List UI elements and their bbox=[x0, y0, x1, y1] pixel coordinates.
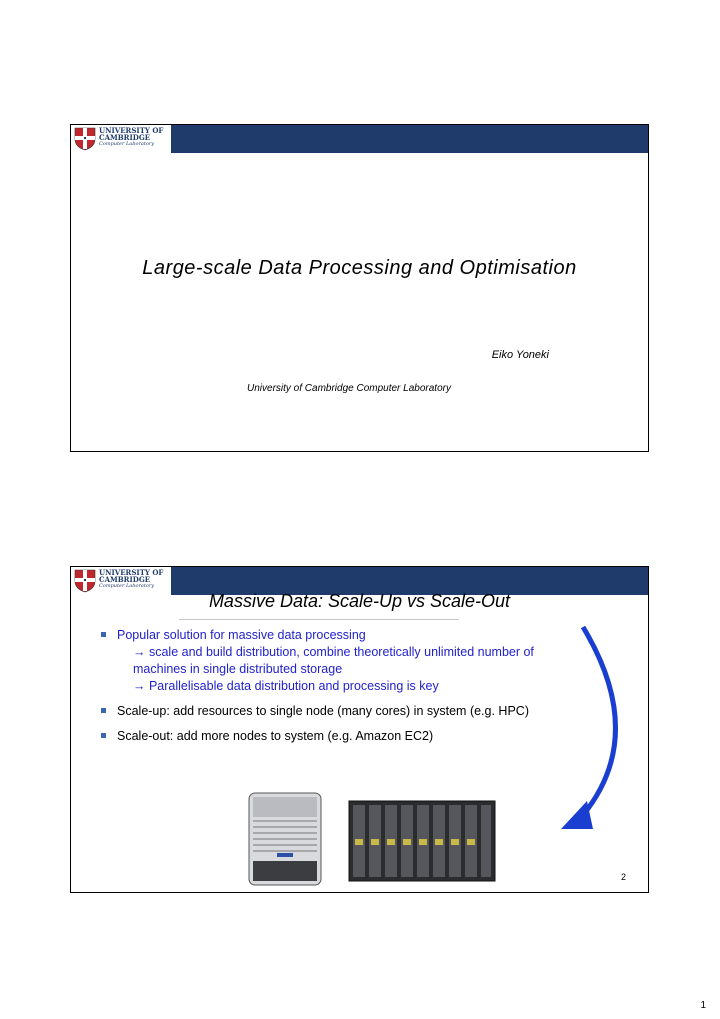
logo-line-3: Computer Laboratory bbox=[99, 583, 155, 589]
affiliation: University of Cambridge Computer Laboratory bbox=[247, 383, 451, 394]
sub-bullet-text: → Parallelisable data distribution and processing is key bbox=[133, 679, 439, 693]
title-slide bbox=[70, 124, 649, 452]
logo-line-1: UNIVERSITY OF bbox=[99, 126, 164, 135]
crest-icon bbox=[74, 127, 96, 151]
bullet-text: Scale-up: add resources to single node (many cores) in system (e.g. HPC) bbox=[117, 704, 529, 718]
bullet-item bbox=[101, 728, 581, 745]
bullet-text: Popular solution for massive data processing bbox=[117, 628, 366, 642]
bullet-text: Scale-out: add more nodes to system (e.g. Amazon EC2) bbox=[117, 729, 434, 743]
content-slide bbox=[70, 566, 649, 893]
page-number: 1 bbox=[700, 1000, 706, 1011]
logo-text bbox=[99, 127, 163, 148]
bullet-list bbox=[101, 627, 581, 753]
bullet-icon bbox=[101, 632, 106, 637]
title-divider bbox=[179, 619, 459, 620]
curved-arrow-icon bbox=[553, 615, 643, 845]
server-tower-icon bbox=[247, 791, 323, 887]
bullet-item bbox=[101, 627, 581, 695]
crest-icon bbox=[74, 569, 96, 593]
bullet-icon bbox=[101, 733, 106, 738]
author-name: Eiko Yoneki bbox=[491, 349, 549, 361]
logo-line-1: UNIVERSITY OF bbox=[99, 568, 164, 577]
bullet-item bbox=[101, 703, 581, 720]
logo-line-2: CAMBRIDGE bbox=[99, 575, 151, 584]
blade-server-icon bbox=[347, 799, 497, 883]
slide-title: Massive Data: Scale-Up vs Scale-Out bbox=[208, 591, 511, 611]
logo-line-2: CAMBRIDGE bbox=[99, 133, 151, 142]
slide-number: 2 bbox=[620, 872, 626, 882]
sub-bullet-text: → scale and build distribution, combine theoretically unlimited number of machines in single distributed storage bbox=[133, 645, 534, 676]
slide-title: Large-scale Data Processing and Optimisation bbox=[142, 257, 577, 279]
logo-text bbox=[99, 569, 163, 590]
university-logo bbox=[71, 125, 171, 153]
bullet-icon bbox=[101, 708, 106, 713]
logo-line-3: Computer Laboratory bbox=[99, 141, 155, 147]
